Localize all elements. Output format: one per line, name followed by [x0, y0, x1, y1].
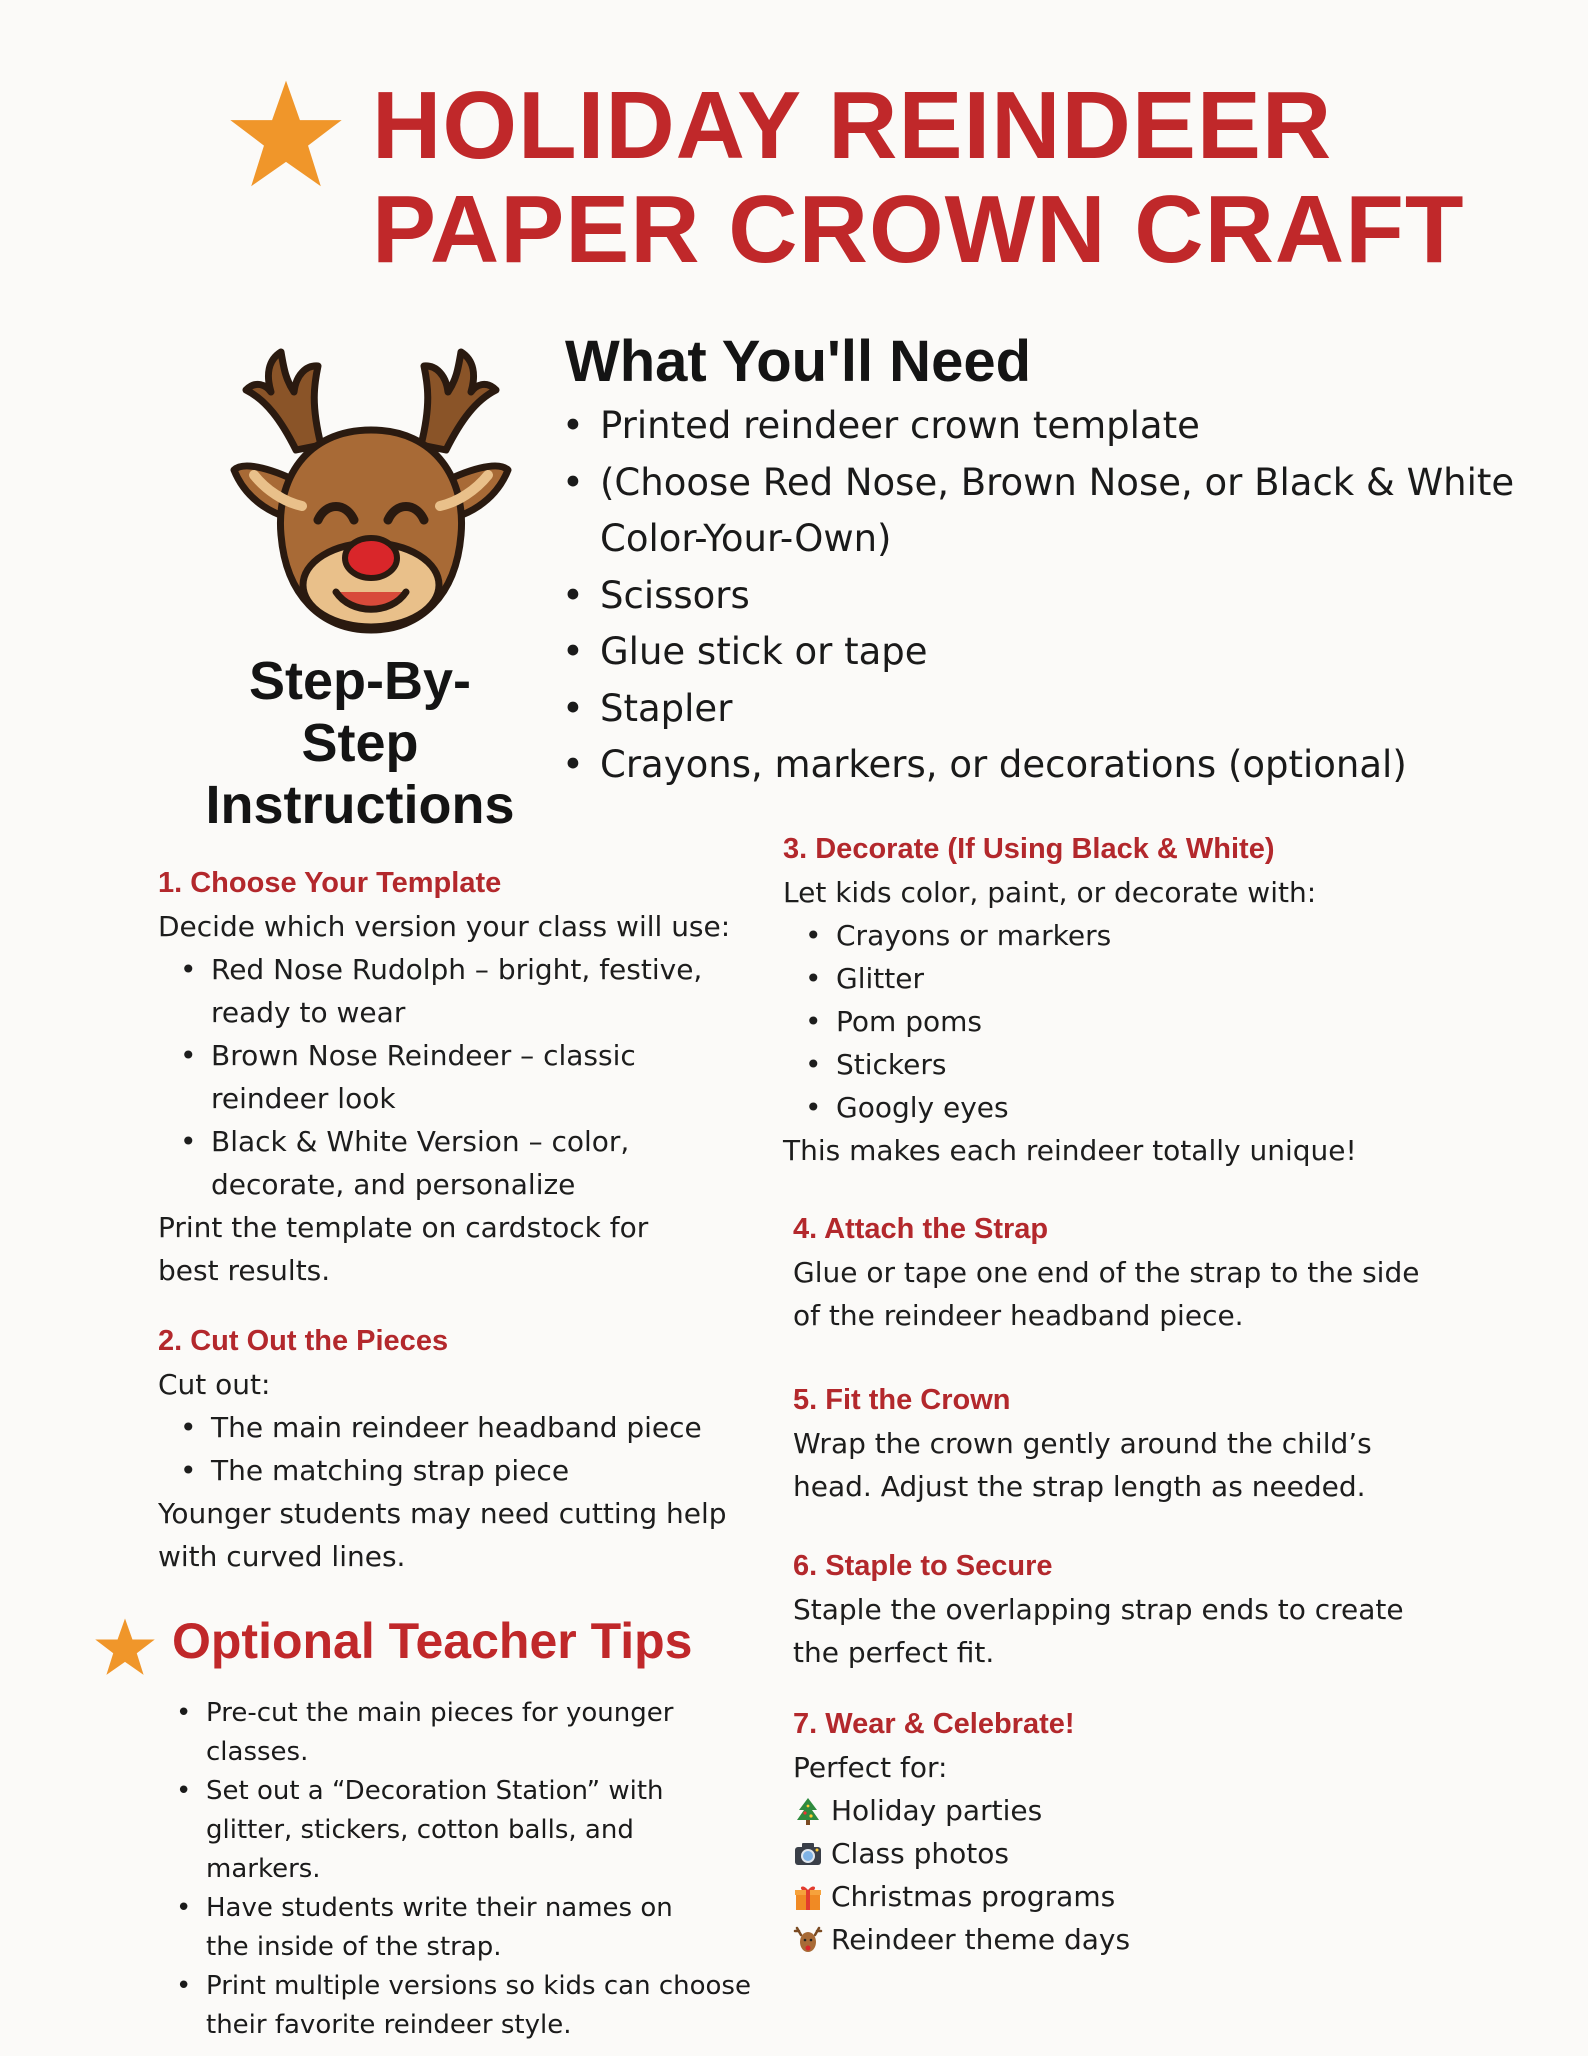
- list-item: Reindeer theme days: [793, 1918, 1453, 1961]
- list-item: • Glitter: [783, 957, 1395, 1000]
- step-2-heading: 2. Cut Out the Pieces: [158, 1325, 449, 1357]
- step-4-heading: 4. Attach the Strap: [793, 1213, 1049, 1245]
- step-3-outro: This makes each reindeer totally unique!: [783, 1134, 1357, 1167]
- list-item: • (Choose Red Nose, Brown Nose, or Black & White Color-Your-Own): [562, 455, 1572, 568]
- reindeer-icon: [793, 1925, 823, 1955]
- page-title: [372, 72, 1465, 283]
- step-by-step-heading: Step-By- Step Instructions: [205, 651, 515, 835]
- list-item: • Crayons or markers: [783, 914, 1395, 957]
- list-item: Holiday parties: [793, 1789, 1453, 1832]
- list-item: • Pom poms: [783, 1000, 1395, 1043]
- title-line-2: PAPER CROWN CRAFT: [372, 176, 1465, 283]
- list-item: • Red Nose Rudolph – bright, festive, ready to wear: [158, 948, 770, 1034]
- step-4-section: [793, 1208, 1453, 1337]
- step-3-intro: Let kids color, paint, or decorate with:: [783, 876, 1317, 909]
- list-item: • Black & White Version – color, decorate, and personalize: [158, 1120, 770, 1206]
- list-item: • Have students write their names on the inside of the strap.: [172, 1889, 752, 1967]
- step-5-section: [793, 1379, 1453, 1508]
- list-item: • Stapler: [562, 681, 1572, 738]
- step-1-section: [158, 862, 770, 1292]
- list-item: • Crayons, markers, or decorations (optional): [562, 737, 1572, 794]
- christmas-tree-icon: [793, 1796, 823, 1826]
- supplies-list: [562, 398, 1572, 794]
- list-item: • Set out a “Decoration Station” with glitter, stickers, cotton balls, and markers.: [172, 1772, 752, 1889]
- step-2-intro: Cut out:: [158, 1368, 271, 1401]
- what-you-need-heading: What You'll Need: [565, 329, 1032, 394]
- star-icon: [94, 1616, 156, 1678]
- step-7-heading: 7. Wear & Celebrate!: [793, 1708, 1075, 1740]
- list-item: • Printed reindeer crown template: [562, 398, 1572, 455]
- step-4-text: Glue or tape one end of the strap to the side of the reindeer headband piece.: [793, 1256, 1420, 1332]
- list-item: Class photos: [793, 1832, 1453, 1875]
- list-item: • The matching strap piece: [158, 1449, 770, 1492]
- step-5-text: Wrap the crown gently around the child’s head. Adjust the strap length as needed.: [793, 1427, 1372, 1503]
- list-item: • Brown Nose Reindeer – classic reindeer look: [158, 1034, 770, 1120]
- star-icon: [228, 76, 344, 192]
- step-7-section: [793, 1703, 1453, 1961]
- list-item: • Scissors: [562, 568, 1572, 625]
- list-item: Christmas programs: [793, 1875, 1453, 1918]
- step-3-heading: 3. Decorate (If Using Black & White): [783, 833, 1275, 865]
- step-1-outro: Print the template on cardstock for best results.: [158, 1211, 649, 1287]
- list-item: • Googly eyes: [783, 1086, 1395, 1129]
- list-item: • The main reindeer headband piece: [158, 1406, 770, 1449]
- teacher-tips-list: [172, 1694, 752, 2045]
- reindeer-face-icon: [226, 330, 516, 640]
- list-item: • Stickers: [783, 1043, 1395, 1086]
- step-1-heading: 1. Choose Your Template: [158, 867, 502, 899]
- teacher-tips-heading: Optional Teacher Tips: [172, 1613, 693, 1669]
- step-6-text: Staple the overlapping strap ends to create the perfect fit.: [793, 1593, 1404, 1669]
- list-item: • Glue stick or tape: [562, 624, 1572, 681]
- step-2-outro: Younger students may need cutting help with curved lines.: [158, 1497, 727, 1573]
- list-item: • Print multiple versions so kids can choose their favorite reindeer style.: [172, 1967, 752, 2045]
- step-6-section: [793, 1545, 1453, 1674]
- step-2-section: [158, 1320, 770, 1578]
- step-3-section: [783, 828, 1395, 1172]
- step-6-heading: 6. Staple to Secure: [793, 1550, 1053, 1582]
- list-item: • Pre-cut the main pieces for younger classes.: [172, 1694, 752, 1772]
- step-1-intro: Decide which version your class will use:: [158, 910, 731, 943]
- gift-icon: [793, 1882, 823, 1912]
- step-7-intro: Perfect for:: [793, 1751, 948, 1784]
- camera-icon: [793, 1839, 823, 1869]
- step-5-heading: 5. Fit the Crown: [793, 1384, 1011, 1416]
- title-line-1: HOLIDAY REINDEER: [372, 72, 1333, 179]
